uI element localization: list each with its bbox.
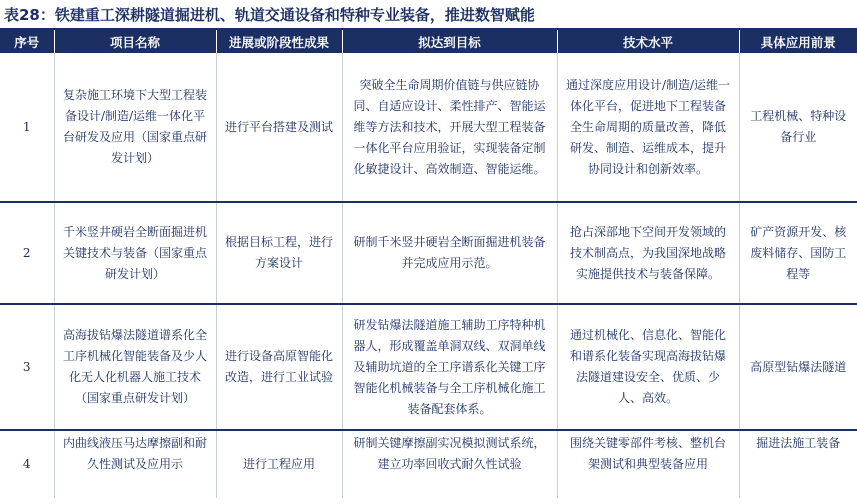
row-tech: 抢占深部地下空间开发领域的技术制高点，为我国深地战略实施提供技术与装备保障。 [557,202,739,304]
row-no: 2 [0,202,54,304]
header-goal: 拟达到目标 [342,30,557,53]
row-application: 高原型钻爆法隧道 [739,304,857,430]
table-row [0,304,857,430]
table-row [0,202,857,304]
row-application: 矿产资源开发、核废料储存、国防工程等 [739,202,857,304]
row-application: 掘进法施工装备 [739,430,857,498]
row-application: 工程机械、特种设备行业 [739,53,857,202]
table-row [0,53,857,202]
row-tech: 通过机械化、信息化、智能化和谱系化装备实现高海拔钻爆法隧道建设安全、优质、少人、高效。 [557,304,739,430]
row-progress: 进行工程应用 [216,430,342,498]
header-tech: 技术水平 [557,30,739,53]
row-no: 4 [22,457,31,471]
row-name: 高海拔钻爆法隧道谱系化全工序机械化智能装备及少人化无人化机器人施工技术（国家重点研发计划） [54,304,216,430]
row-name: 内曲线液压马达摩擦副和耐久性测试及应用示 [54,430,216,498]
row-progress: 进行设备高原智能化改造，进行工业试验 [216,304,342,430]
projects-table [0,30,857,498]
row-name: 复杂施工环境下大型工程装备设计/制造/运维一体化平台研发及应用（国家重点研发计划） [54,53,216,202]
table-row [0,430,857,498]
row-goal: 研制千米竖井硬岩全断面掘进机装备并完成应用示范。 [342,202,557,304]
row-progress: 根据目标工程，进行方案设计 [216,202,342,304]
row-goal: 突破全生命周期价值链与供应链协同、自适应设计、柔性排产、智能运维等方法和技术，开展大型工程装备一体化平台应用验证，实现装备定制化敏捷设计、高效制造、智能运维。 [342,53,557,202]
header-progress: 进展或阶段性成果 [216,30,342,53]
header-application: 具体应用前景 [739,30,857,53]
table-title: 表28：铁建重工深耕隧道掘进机、轨道交通设备和特种专业装备，推进数智赋能 [4,6,535,24]
header-name: 项目名称 [54,30,216,53]
header-no: 序号 [0,30,54,53]
row-tech: 通过深度应用设计/制造/运维一体化平台，促进地下工程装备全生命周期的质量改善，降低研发、制造、运维成本，提升协同设计和创新效率。 [557,53,739,202]
row-goal: 研制关键摩擦副实况模拟测试系统，建立功率回收式耐久性试验 [342,430,557,498]
row-tech: 围绕关键零部件考核、整机台架测试和典型装备应用 [557,430,739,498]
row-goal: 研发钻爆法隧道施工辅助工序特种机器人，形成覆盖单洞双线、双洞单线及辅助坑道的全工序谱系化关键工序智能化机械装备与全工序机械化施工装备配套体系。 [342,304,557,430]
row-name: 千米竖井硬岩全断面掘进机关键技术与装备（国家重点研发计划） [54,202,216,304]
row-progress: 进行平台搭建及测试 [216,53,342,202]
header-row [0,30,857,53]
row-no: 3 [0,304,54,430]
row-no: 1 [0,53,54,202]
